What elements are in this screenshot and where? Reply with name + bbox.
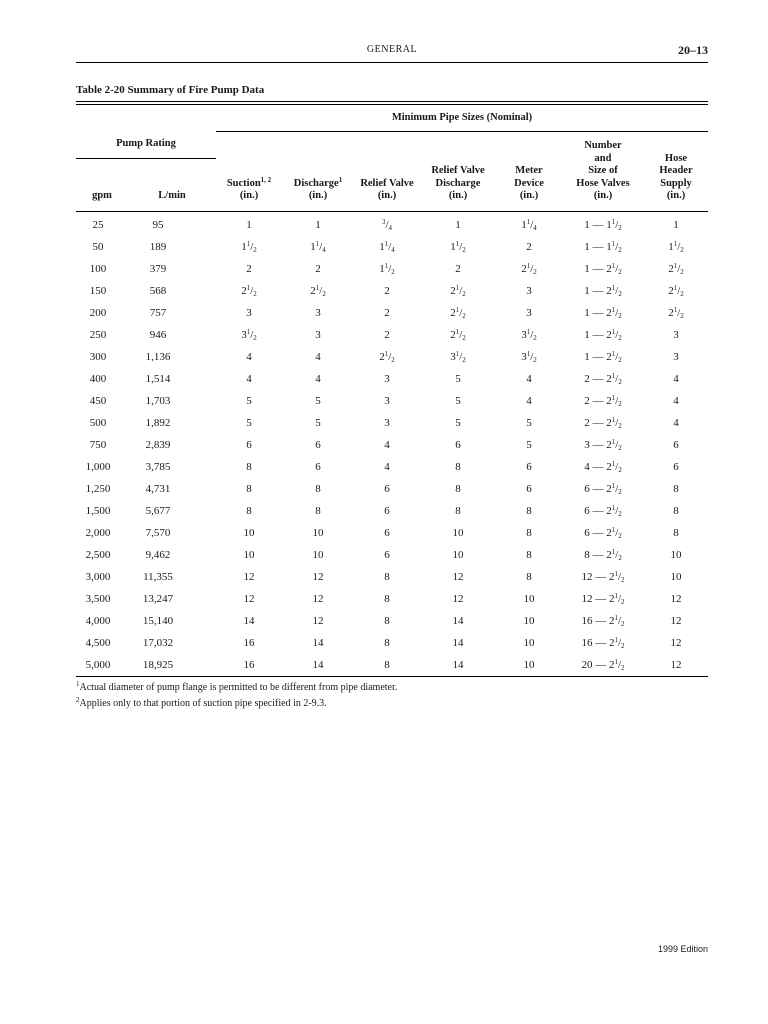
table-cell: 6 bbox=[384, 504, 390, 517]
table-cell: 8 bbox=[384, 636, 390, 649]
table-cell: 8 bbox=[384, 570, 390, 583]
table-cell: 5 bbox=[526, 438, 532, 451]
table-cell: $2^1/2$ bbox=[450, 305, 466, 320]
table-cell: 1 — $2^1/2$ bbox=[584, 305, 622, 320]
table-cell: 12 — $2^1/2$ bbox=[581, 569, 625, 584]
table-cell: 3 bbox=[384, 394, 390, 407]
table-cell: 8 bbox=[315, 504, 321, 517]
table-cell: $1^1/4$ bbox=[521, 217, 537, 232]
gpm-header: gpm bbox=[76, 158, 128, 211]
table-row bbox=[76, 258, 708, 280]
footnote-2: $^2$Applies only to that portion of suction pipe specified in 2-9.3. bbox=[76, 696, 327, 709]
lmin-header: L/min bbox=[128, 158, 216, 211]
table-cell: 3 bbox=[246, 306, 252, 319]
column-header-8: Hose Header Supply (in.) bbox=[644, 132, 708, 212]
table-cell: 8 — $2^1/2$ bbox=[584, 547, 622, 562]
table-cell: 3 bbox=[526, 284, 532, 297]
table-cell: 12 bbox=[670, 614, 682, 627]
table-row bbox=[76, 478, 708, 500]
table-cell: 6 bbox=[673, 460, 679, 473]
table-cell: 4 bbox=[673, 394, 679, 407]
table-cell: 5 bbox=[455, 394, 461, 407]
gpm-cell: 1,250 bbox=[85, 482, 111, 495]
gpm-cell: 400 bbox=[89, 372, 107, 385]
table-cell: 16 — $2^1/2$ bbox=[581, 613, 625, 628]
table-row bbox=[76, 368, 708, 390]
column-header-5: Relief Valve Discharge (in.) bbox=[420, 132, 496, 212]
table-cell: $2^1/2$ bbox=[668, 305, 684, 320]
table-cell: 1 bbox=[455, 218, 461, 231]
footnotes bbox=[76, 678, 397, 710]
table-row bbox=[76, 654, 708, 677]
lmin-cell: 15,140 bbox=[142, 614, 174, 627]
lmin-cell: 757 bbox=[149, 306, 167, 319]
lmin-cell: 11,355 bbox=[143, 570, 173, 583]
table-cell: 5 bbox=[246, 394, 252, 407]
table-cell: 14 bbox=[452, 636, 464, 649]
table-cell: 12 bbox=[243, 592, 255, 605]
table-cell: 6 bbox=[526, 482, 532, 495]
table-cell: 1 bbox=[246, 218, 252, 231]
gpm-cell: 1,000 bbox=[85, 460, 111, 473]
table-cell: 2 bbox=[315, 262, 321, 275]
table-cell: 6 bbox=[455, 438, 461, 451]
table-cell: 5 bbox=[455, 416, 461, 429]
gpm-cell: 1,500 bbox=[85, 504, 111, 517]
table-cell: 8 bbox=[455, 460, 461, 473]
gpm-cell: 250 bbox=[89, 328, 107, 341]
lmin-cell: 1,703 bbox=[145, 394, 171, 407]
table-cell: 12 bbox=[670, 592, 682, 605]
table-cell: 10 bbox=[523, 592, 535, 605]
table-cell: 4 bbox=[246, 350, 252, 363]
table-cell: $2^1/2$ bbox=[668, 283, 684, 298]
fire-pump-table bbox=[76, 101, 708, 677]
table-cell: 8 bbox=[455, 482, 461, 495]
table-cell: $1^1/4$ bbox=[310, 239, 326, 254]
section-title: GENERAL bbox=[366, 44, 418, 55]
table-cell: 12 bbox=[670, 636, 682, 649]
column-header-6: Meter Device (in.) bbox=[496, 132, 562, 212]
table-cell: 20 — $2^1/2$ bbox=[562, 654, 644, 677]
lmin-cell: 1,892 bbox=[145, 416, 171, 429]
table-cell: 4 bbox=[315, 372, 321, 385]
lmin-cell: 946 bbox=[149, 328, 167, 341]
table-cell: 10 bbox=[243, 548, 255, 561]
table-cell: 12 bbox=[452, 592, 464, 605]
table-cell: 16 bbox=[216, 654, 282, 677]
gpm-cell: 200 bbox=[89, 306, 107, 319]
table-cell: 2 bbox=[246, 262, 252, 275]
table-row bbox=[76, 390, 708, 412]
table-cell: 14 bbox=[452, 614, 464, 627]
table-cell: 10 bbox=[670, 570, 682, 583]
table-cell: 2 — $2^1/2$ bbox=[584, 415, 622, 430]
gpm-cell: 4,500 bbox=[85, 636, 111, 649]
table-title: Table 2-20 Summary of Fire Pump Data bbox=[76, 84, 265, 96]
table-cell: 2 bbox=[526, 240, 532, 253]
lmin-cell: 18,925 bbox=[128, 654, 216, 677]
table-cell: 12 bbox=[312, 570, 324, 583]
table-cell: $1^1/2$ bbox=[379, 261, 395, 276]
table-cell: 8 bbox=[673, 482, 679, 495]
table-cell: 14 bbox=[282, 654, 354, 677]
table-cell: 12 bbox=[644, 654, 708, 677]
table-row bbox=[76, 211, 708, 236]
table-row bbox=[76, 544, 708, 566]
table-cell: 1 bbox=[673, 218, 679, 231]
table-cell: 1 — $1^1/2$ bbox=[584, 217, 622, 232]
table-row bbox=[76, 236, 708, 258]
edition-label: 1999 Edition bbox=[657, 944, 708, 954]
footnote-1: $^1$Actual diameter of pump flange is permitted to be different from pipe diameter. bbox=[76, 680, 398, 693]
table-row bbox=[76, 588, 708, 610]
lmin-cell: 2,839 bbox=[145, 438, 171, 451]
gpm-cell: 500 bbox=[89, 416, 107, 429]
table-cell: 8 bbox=[315, 482, 321, 495]
table-cell: 2 bbox=[455, 262, 461, 275]
table-row bbox=[76, 302, 708, 324]
table-row bbox=[76, 500, 708, 522]
gpm-cell: 300 bbox=[89, 350, 107, 363]
table-cell: 8 bbox=[673, 526, 679, 539]
table-cell: $1^1/2$ bbox=[450, 239, 466, 254]
lmin-cell: 568 bbox=[149, 284, 167, 297]
lmin-cell: 379 bbox=[149, 262, 167, 275]
table-cell: 6 bbox=[384, 526, 390, 539]
column-header-7: Number and Size of Hose Valves (in.) bbox=[562, 132, 644, 212]
table-cell: $1^1/4$ bbox=[379, 239, 395, 254]
gpm-cell: 150 bbox=[89, 284, 107, 297]
table-cell: 12 bbox=[312, 592, 324, 605]
table-cell: $3^1/2$ bbox=[450, 349, 466, 364]
table-cell: 8 bbox=[455, 504, 461, 517]
table-cell: 10 bbox=[243, 526, 255, 539]
table-cell: 6 bbox=[315, 460, 321, 473]
table-cell: 8 bbox=[526, 548, 532, 561]
table-cell: $2^1/2$ bbox=[668, 261, 684, 276]
table-cell: 1 — $2^1/2$ bbox=[584, 327, 622, 342]
lmin-cell: 5,677 bbox=[145, 504, 171, 517]
table-cell: 1 — $1^1/2$ bbox=[584, 239, 622, 254]
table-cell: 12 bbox=[452, 570, 464, 583]
table-cell: $2^1/2$ bbox=[450, 327, 466, 342]
table-cell: 6 bbox=[526, 460, 532, 473]
table-cell: 8 bbox=[384, 592, 390, 605]
table-cell: 1 — $2^1/2$ bbox=[584, 283, 622, 298]
table-cell: 6 bbox=[673, 438, 679, 451]
table-cell: 10 bbox=[523, 614, 535, 627]
table-cell: 16 — $2^1/2$ bbox=[581, 635, 625, 650]
table-cell: 8 bbox=[526, 570, 532, 583]
table-cell: 12 — $2^1/2$ bbox=[581, 591, 625, 606]
table-cell: 4 bbox=[246, 372, 252, 385]
table-row bbox=[76, 632, 708, 654]
lmin-cell: 3,785 bbox=[145, 460, 171, 473]
table-cell: 10 bbox=[312, 526, 324, 539]
table-cell: 14 bbox=[312, 636, 324, 649]
table-cell: $1^1/2$ bbox=[241, 239, 257, 254]
table-cell: 4 — $2^1/2$ bbox=[584, 459, 622, 474]
group-spacer bbox=[76, 105, 216, 132]
column-header-3: Discharge$^1$ (in.) bbox=[282, 132, 354, 212]
table-cell: 12 bbox=[312, 614, 324, 627]
table-cell: 5 bbox=[315, 394, 321, 407]
gpm-cell: 25 bbox=[92, 218, 104, 231]
lmin-cell: 9,462 bbox=[145, 548, 171, 561]
gpm-cell: 2,000 bbox=[85, 526, 111, 539]
table-cell: $^3$/4 bbox=[381, 217, 393, 232]
min-pipe-sizes-header: Minimum Pipe Sizes (Nominal) bbox=[216, 105, 708, 132]
table-cell: 10 bbox=[496, 654, 562, 677]
lmin-cell: 7,570 bbox=[145, 526, 171, 539]
table-cell: 10 bbox=[523, 636, 535, 649]
table-cell: 6 bbox=[246, 438, 252, 451]
table-cell: 5 bbox=[315, 416, 321, 429]
table-cell: 3 bbox=[315, 306, 321, 319]
lmin-cell: 1,136 bbox=[145, 350, 171, 363]
lmin-cell: 189 bbox=[149, 240, 167, 253]
table-cell: 14 bbox=[243, 614, 255, 627]
table-cell: 2 bbox=[384, 284, 390, 297]
table-cell: 8 bbox=[246, 460, 252, 473]
table-cell: $2^1/2$ bbox=[521, 261, 537, 276]
table-cell: 8 bbox=[526, 526, 532, 539]
table-cell: 6 — $2^1/2$ bbox=[584, 503, 622, 518]
table-cell: 2 — $2^1/2$ bbox=[584, 371, 622, 386]
table-cell: 5 bbox=[246, 416, 252, 429]
table-cell: 6 bbox=[315, 438, 321, 451]
running-head bbox=[76, 44, 708, 58]
lmin-cell: 1,514 bbox=[145, 372, 171, 385]
gpm-cell: 4,000 bbox=[85, 614, 111, 627]
table-cell: 8 bbox=[354, 654, 420, 677]
table-cell: $3^1/2$ bbox=[521, 327, 537, 342]
gpm-cell: 450 bbox=[89, 394, 107, 407]
table-cell: 2 — $2^1/2$ bbox=[584, 393, 622, 408]
table-cell: 6 bbox=[384, 482, 390, 495]
table-cell: 1 — $2^1/2$ bbox=[584, 349, 622, 364]
table-cell: 4 bbox=[526, 394, 532, 407]
table-row bbox=[76, 434, 708, 456]
table-cell: 2 bbox=[384, 306, 390, 319]
lmin-cell: 17,032 bbox=[142, 636, 174, 649]
table-cell: 3 bbox=[673, 328, 679, 341]
table-cell: 3 bbox=[384, 416, 390, 429]
table-cell: $1^1/2$ bbox=[668, 239, 684, 254]
lmin-cell: 4,731 bbox=[145, 482, 171, 495]
table-cell: 4 bbox=[526, 372, 532, 385]
table-cell: 10 bbox=[452, 548, 464, 561]
table-cell: 6 — $2^1/2$ bbox=[584, 481, 622, 496]
lmin-cell: 95 bbox=[152, 218, 164, 231]
page-number: 20–13 bbox=[678, 43, 708, 57]
table-cell: 10 bbox=[670, 548, 682, 561]
table-row bbox=[76, 280, 708, 302]
table-cell: 16 bbox=[243, 636, 255, 649]
table-cell: 2 bbox=[384, 328, 390, 341]
table-cell: 1 bbox=[315, 218, 321, 231]
table-row bbox=[76, 412, 708, 434]
gpm-cell: 100 bbox=[89, 262, 107, 275]
table-cell: 4 bbox=[673, 416, 679, 429]
table-cell: 3 bbox=[673, 350, 679, 363]
table-cell: 3 bbox=[526, 306, 532, 319]
table-row bbox=[76, 456, 708, 478]
lmin-cell: 13,247 bbox=[142, 592, 174, 605]
table-cell: $2^1/2$ bbox=[310, 283, 326, 298]
table-body bbox=[76, 211, 708, 676]
table-cell: 1 — $2^1/2$ bbox=[584, 261, 622, 276]
table-cell: 8 bbox=[246, 504, 252, 517]
table-row bbox=[76, 610, 708, 632]
table-cell: 4 bbox=[384, 460, 390, 473]
gpm-cell: 750 bbox=[89, 438, 107, 451]
table-cell: 10 bbox=[312, 548, 324, 561]
table-cell: 6 — $2^1/2$ bbox=[584, 525, 622, 540]
table-cell: 3 bbox=[315, 328, 321, 341]
column-header-2: Suction$^{1, 2}$ (in.) bbox=[216, 132, 282, 212]
table-row bbox=[76, 566, 708, 588]
table-cell: 8 bbox=[246, 482, 252, 495]
gpm-cell: 2,500 bbox=[85, 548, 111, 561]
table-cell: 8 bbox=[384, 614, 390, 627]
table-cell: $3^1/2$ bbox=[241, 327, 257, 342]
table-cell: 3 — $2^1/2$ bbox=[584, 437, 622, 452]
table-cell: $2^1/2$ bbox=[450, 283, 466, 298]
pump-rating-header: Pump Rating bbox=[76, 132, 216, 159]
table-cell: 14 bbox=[420, 654, 496, 677]
table-row bbox=[76, 346, 708, 368]
gpm-cell: 5,000 bbox=[76, 654, 128, 677]
table-cell: 12 bbox=[243, 570, 255, 583]
table-cell: $3^1/2$ bbox=[521, 349, 537, 364]
table-cell: 10 bbox=[452, 526, 464, 539]
table-cell: 4 bbox=[384, 438, 390, 451]
table-cell: $2^1/2$ bbox=[241, 283, 257, 298]
table-cell: 6 bbox=[384, 548, 390, 561]
table-cell: 8 bbox=[673, 504, 679, 517]
table-cell: 4 bbox=[315, 350, 321, 363]
gpm-cell: 3,500 bbox=[85, 592, 111, 605]
column-header-4: Relief Valve (in.) bbox=[354, 132, 420, 212]
gpm-cell: 50 bbox=[92, 240, 104, 253]
gpm-cell: 3,000 bbox=[85, 570, 111, 583]
table-cell: 4 bbox=[673, 372, 679, 385]
table-cell: 8 bbox=[526, 504, 532, 517]
table-cell: $2^1/2$ bbox=[379, 349, 395, 364]
header-rule bbox=[76, 62, 708, 63]
table-row bbox=[76, 324, 708, 346]
table-row bbox=[76, 522, 708, 544]
table-cell: 3 bbox=[384, 372, 390, 385]
table-cell: 5 bbox=[455, 372, 461, 385]
table-cell: 5 bbox=[526, 416, 532, 429]
